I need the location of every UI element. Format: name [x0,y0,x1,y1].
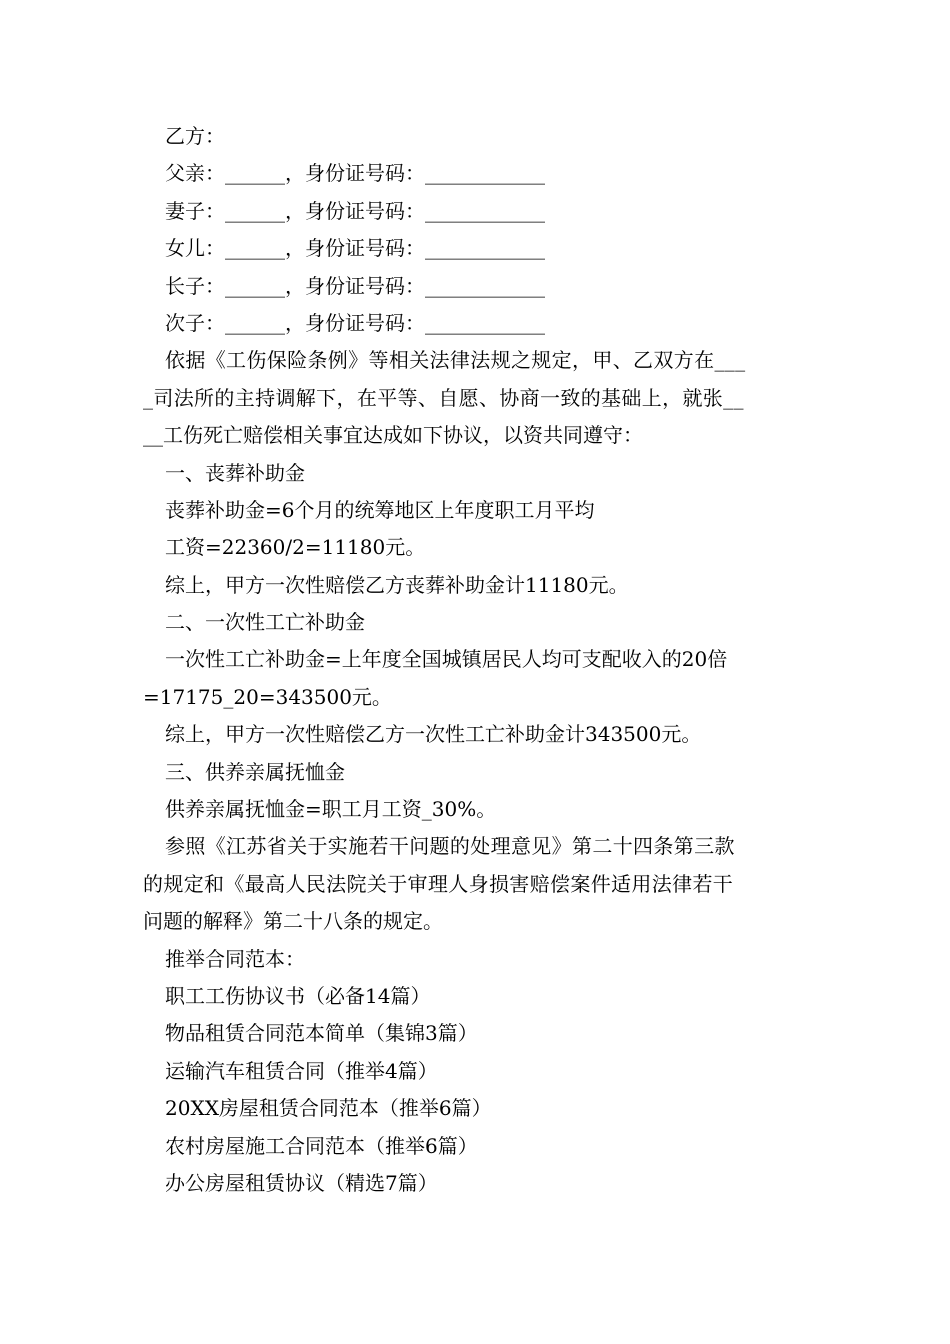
wife-id-line: 妻子：______，身份证号码：____________ [165,198,545,223]
reference-line-2: 的规定和《最高人民法院关于审理人身损害赔偿案件适用法律若干 [143,871,734,896]
recommended-link-4[interactable]: 20XX房屋租赁合同范本（推举6篇） [165,1096,492,1121]
death-subsidy-formula: 一次性工亡补助金=上年度全国城镇居民人均可支配收入的20倍 [165,647,728,672]
recommended-link-5[interactable]: 农村房屋施工合同范本（推举6篇） [165,1133,478,1158]
recommended-link-3[interactable]: 运输汽车租赁合同（推举4篇） [165,1058,438,1083]
reference-line-1: 参照《江苏省关于实施若干问题的处理意见》第二十四条第三款 [165,834,735,859]
section-1-heading: 一、丧葬补助金 [165,460,305,485]
reference-line-3: 问题的解释》第二十八条的规定。 [143,909,443,934]
funeral-subsidy-formula: 丧葬补助金=6个月的统筹地区上年度职工月平均 [165,497,595,522]
dependent-pension-formula: 供养亲属抚恤金=职工月工资_30%。 [165,797,497,822]
father-id-line: 父亲：______，身份证号码：____________ [165,161,545,186]
recommended-link-2[interactable]: 物品租赁合同范本简单（集锦3篇） [165,1021,478,1046]
eldest-son-id-line: 长子：______，身份证号码：____________ [165,273,545,298]
preamble-line-3: __工伤死亡赔偿相关事宜达成如下协议，以资共同遵守： [143,423,643,448]
preamble-line-2: _司法所的主持调解下，在平等、自愿、协商一致的基础上，就张__ [143,385,744,410]
death-subsidy-calc: =17175_20=343500元。 [143,684,392,709]
funeral-subsidy-calc: 工资=22360/2=11180元。 [165,535,426,560]
party-b-heading: 乙方： [165,124,225,148]
recommended-heading: 推举合同范本： [165,946,305,971]
document-body [143,118,808,1202]
death-subsidy-summary: 综上，甲方一次性赔偿乙方一次性工亡补助金计343500元。 [165,722,702,747]
recommended-link-6[interactable]: 办公房屋租赁协议（精选7篇） [165,1170,438,1195]
second-son-id-line: 次子：______，身份证号码：____________ [165,310,545,335]
preamble-line-1: 依据《工伤保险条例》等相关法律法规之规定，甲、乙双方在___ [165,348,746,373]
daughter-id-line: 女儿：______，身份证号码：____________ [165,236,545,261]
recommended-link-1[interactable]: 职工工伤协议书（必备14篇） [165,983,431,1008]
section-3-heading: 三、供养亲属抚恤金 [165,759,345,784]
funeral-subsidy-summary: 综上，甲方一次性赔偿乙方丧葬补助金计11180元。 [165,572,629,597]
section-2-heading: 二、一次性工亡补助金 [165,610,365,635]
